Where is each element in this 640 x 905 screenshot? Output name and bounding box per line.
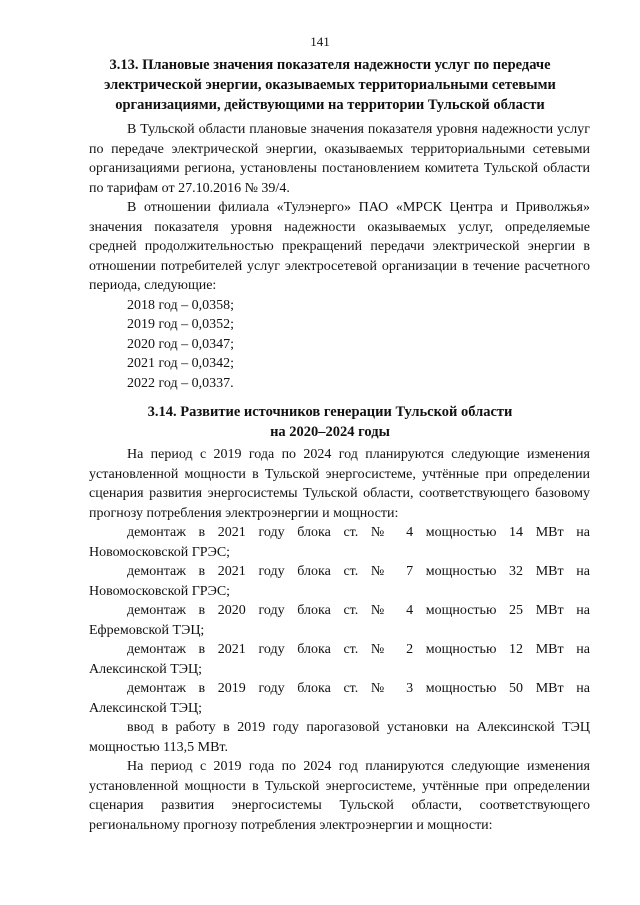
dismantling-item — [89, 601, 590, 640]
section-3-13-title — [80, 55, 580, 115]
paragraph: На период с 2019 года по 2024 год планируются следующие изменения установленной мощности в Тульской энергосистеме, учтённые при определении сценария развития энергосистемы Тульской области, соответствующего региональному прогнозу потребления электроэнергии и мощности: — [89, 759, 590, 833]
dismantling-item — [89, 640, 590, 679]
reliability-value: 2019 год – 0,0352; — [127, 317, 235, 332]
reliability-value: 2022 год – 0,0337. — [127, 375, 234, 391]
dismantling-text: демонтаж в 2021 году блока ст. № 4 мощностью 14 МВт на — [127, 525, 590, 540]
page-number: 141 — [310, 34, 330, 49]
section-3-14-body — [89, 445, 590, 835]
dismantling-item — [89, 562, 590, 601]
dismantling-plant: Ефремовской ТЭЦ; — [89, 622, 205, 638]
dismantling-item — [89, 523, 590, 562]
title-line: на 2020–2024 годы — [270, 424, 390, 440]
title-line: организациями, действующими на территории Тульской области — [115, 97, 545, 113]
dismantling-text: демонтаж в 2021 году блока ст. № 7 мощностью 32 МВт на — [127, 564, 590, 579]
dismantling-text: демонтаж в 2020 году блока ст. № 4 мощностью 25 МВт на — [127, 603, 590, 618]
dismantling-plant: Новомосковской ГРЭС; — [89, 583, 231, 599]
reliability-value: 2021 год – 0,0342; — [127, 356, 235, 371]
commissioning-paragraph: ввод в работу в 2019 году парогазовой установки на Алексинской ТЭЦ мощностью 113,5 МВт. — [89, 720, 590, 755]
title-line: 3.13. Плановые значения показателя надежности услуг по передаче — [109, 57, 551, 73]
dismantling-text: демонтаж в 2021 году блока ст. № 2 мощностью 12 МВт на — [127, 642, 590, 657]
dismantling-item — [89, 679, 590, 718]
title-line: 3.14. Развитие источников генерации Тульской области — [147, 404, 513, 420]
dismantling-plant: Новомосковской ГРЭС; — [89, 544, 231, 560]
reliability-value: 2018 год – 0,0358; — [127, 297, 235, 313]
paragraph: На период с 2019 года по 2024 год планируются следующие изменения установленной мощности в Тульской энергосистеме, учтённые при определении сценария развития энергосистемы Тульской области, соответствующего базовому прогнозу потребления электроэнергии и мощности: — [89, 447, 590, 521]
dismantling-plant: Алексинской ТЭЦ; — [89, 700, 203, 716]
paragraph: В отношении филиала «Тулэнерго» ПАО «МРСК Центра и Приволжья» значения показателя уровня надежности оказываемых услуг, определяемые средней продолжительностью прекращений передачи электрической энергии в отношении потребителей услуг электросетевой организации в течение расчетного периода, следующие: — [89, 200, 590, 293]
section-3-13-body — [89, 120, 590, 393]
reliability-value: 2020 год – 0,0347; — [127, 336, 235, 352]
title-line: электрической энергии, оказываемых территориальными сетевыми — [104, 77, 556, 93]
dismantling-text: демонтаж в 2019 году блока ст. № 3 мощностью 50 МВт на — [127, 681, 590, 696]
section-3-14-title — [80, 402, 580, 442]
paragraph: В Тульской области плановые значения показателя уровня надежности услуг по передаче электрической энергии, оказываемых территориальными сетевыми организациями региона, установлены постановлением комитета Тульской области по тарифам от 27.10.2016 № 39/4. — [89, 122, 590, 196]
dismantling-plant: Алексинской ТЭЦ; — [89, 661, 203, 677]
